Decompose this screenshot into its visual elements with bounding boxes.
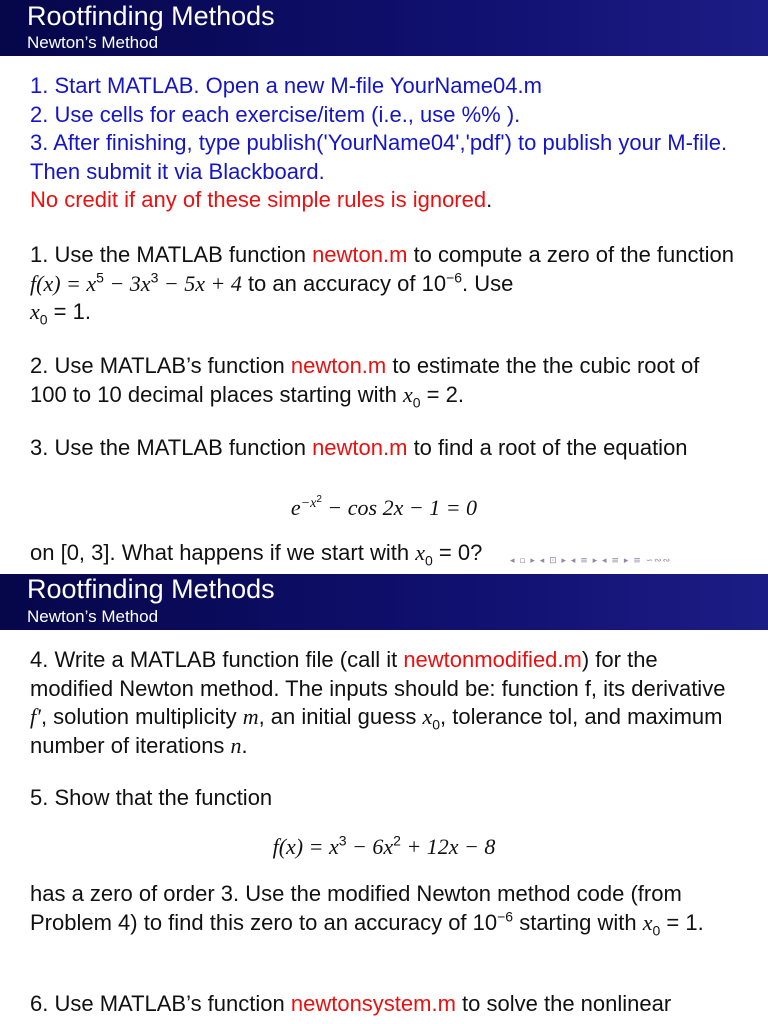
exercise-6: 6. Use MATLAB’s function newtonsystem.m to solve the nonlinear <box>30 991 672 1016</box>
slide-header <box>0 574 768 630</box>
rule-2: 2. Use cells for each exercise/item (i.e., use %% ). <box>30 101 521 127</box>
slide-title: Rootfinding Methods <box>27 574 275 604</box>
rules-list <box>30 72 740 215</box>
exercise-4: 4. Write a MATLAB function file (call it newtonmodified.m) for the modified Newton method. The inputs should be: function f, its derivative f′, solution multiplicity m, an initial guess $x_0$, tolerance tol, and maximum number of iterations n. <box>30 647 726 758</box>
rule-3: 3. After finishing, type publish('YourName04','pdf') to publish your M-file. Then submit it via Blackboard. <box>30 130 728 184</box>
function-name: newtonmodified.m <box>403 647 582 672</box>
slide-header <box>0 0 768 56</box>
exercise-5-body: has a zero of order 3. Use the modified Newton method code (from Problem 4) to find this zero to an accuracy of $10^{-6}$ starting with $x_0 = 1$. <box>30 881 704 938</box>
slide-subtitle: Newton’s Method <box>27 33 159 52</box>
function-name: newton.m <box>312 435 408 460</box>
exercise-1: 1. Use the MATLAB function newton.m to compute a zero of the function $f(x) = x^5 - 3x^3 - 5x + 4$ to an accuracy of $10^{-6}$. Use $x_0 = 1$. <box>30 242 734 328</box>
function-name: newton.m <box>290 353 387 378</box>
slide-2 <box>0 574 768 1024</box>
slide-subtitle: Newton’s Method <box>27 607 159 626</box>
function-name: newtonsystem.m <box>290 991 456 1016</box>
function-name: newton.m <box>312 242 408 267</box>
exercise-3-question: on [0, 3]. What happens if we start with $x_0 = 0$? <box>30 540 483 569</box>
exercise-5: 5. Show that the function <box>30 785 273 810</box>
equation-3: $e^{-x^2} - \cos 2x - 1 = 0$ <box>290 493 478 520</box>
exercise-3: 3. Use the MATLAB function newton.m to find a root of the equation <box>30 435 688 460</box>
rule-1: 1. Start MATLAB. Open a new M-file YourName04.m <box>30 73 542 98</box>
warning-line: No credit if any of these simple rules is ignored. <box>30 187 493 212</box>
slide-title: Rootfinding Methods <box>27 1 275 31</box>
warning-text: No credit if any of these simple rules is ignored <box>30 187 487 212</box>
beamer-navigation[interactable]: ◂ ▫ ▸ ◂ ⊡ ▸ ◂ ≡ ▸ ◂ ≡ ▸ ≡ ∽∾∾ <box>510 556 672 566</box>
exercise-2: 2. Use MATLAB’s function newton.m to estimate the the cubic root of 100 to 10 decimal places starting with $x_0 = 2$. <box>30 353 700 410</box>
equation-5: $f(x) = x^3 - 6x^2 + 12x - 8$ <box>272 832 496 859</box>
